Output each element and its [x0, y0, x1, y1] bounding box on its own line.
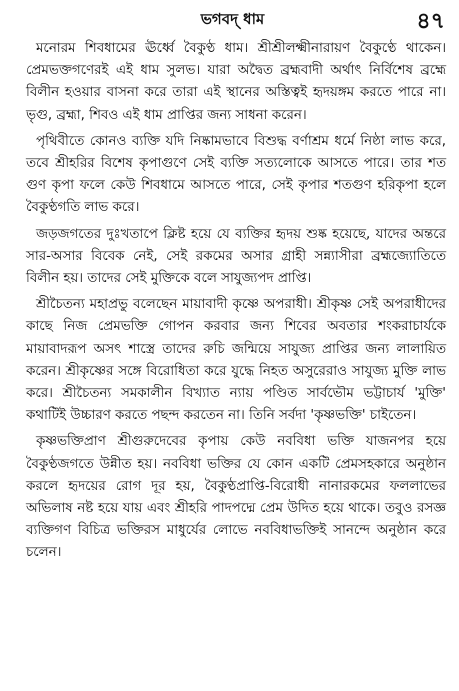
paragraph: জড়জগতের দুঃখতাপে ক্লিষ্ট হয়ে যে ব্যক্তির হৃদয় শুষ্ক হয়েছে, যাদের অন্তরে সার-অসার বিবেক নেই, সেই রকমের অসার গ্রাহী সন্ন্যাসীরা ব্রহ্মজ্যোতিতে বিলীন হয়। তাদের সেই মুক্তিকে বলে সাযুজ্যপদ প্রাপ্তি। [26, 226, 446, 287]
running-title: ভগবদ্ ধাম [200, 10, 265, 28]
paragraph: শ্রীচৈতন্য মহাপ্রভু বলেছেন মায়াবাদী কৃষ্ণে অপরাধী। শ্রীকৃষ্ণ সেই অপরাধীদের কাছে নিজ প্রেমভক্তি গোপন করবার জন্য শিবের অবতার শংকরাচার্যকে মায়াবাদরূপ অসৎ শাস্ত্রে তাদের রুচি জন্মিয়ে সাযুজ্য প্রাপ্তির জন্য লালায়িত করেন। শ্রীকৃষ্ণের সঙ্গে বিরোধিতা করে যুদ্ধে নিহত অসুরেরাও সাযুজ্য মুক্তি লাভ করে। শ্রীচৈতন্য সমকালীন বিখ্যাত ন্যায় পণ্ডিত সার্বভৌম ভট্টাচার্য 'মুক্তি' কথাটিই উচ্চারণ করতে পছন্দ করতেন না। তিনি সর্বদা 'কৃষ্ণভক্তি' চাইতেন। [26, 297, 446, 424]
paragraph: কৃষ্ণভক্তিপ্রাণ শ্রীগুরুদেবের কৃপায় কেউ নববিধা ভক্তি যাজনপর হয়ে বৈকুণ্ঠজগতে উন্নীত হয়। নববিধা ভক্তির যে কোন একটি প্রেমসহকারে অনুষ্ঠান করলে হৃদয়ের রোগ দূর হয়, বৈকুণ্ঠপ্রাপ্তি-বিরোধী নানারকমের ফললাভের অভিলাষ নষ্ট হয়ে যায় এবং শ্রীহরি পাদপদ্মে প্রেম উদিত হয়ে থাকে। তবুও রসজ্ঞ ব্যক্তিগণ বিচিত্র ভক্তিরস মাধুর্যের লোভে নববিধাভক্তিই সানন্দে অনুষ্ঠান করে চলেন। [26, 434, 446, 561]
paragraph: মনোরম শিবধামের ঊর্ধ্বে বৈকুণ্ঠ ধাম। শ্রীশ্রীলক্ষ্মীনারায়ণ বৈকুণ্ঠে থাকেন। প্রেমভক্তগণেরই এই ধাম সুলভ। যারা অদ্বৈত ব্রহ্মবাদী অর্থাৎ নির্বিশেষ ব্রহ্মে বিলীন হওয়ার বাসনা করে তারা এই স্থানের অস্তিত্বই হৃদয়ঙ্গম করতে পারে না। ভৃগু, ব্রহ্মা, শিবও এই ধাম প্রাপ্তির জন্য সাধনা করেন। [26, 41, 446, 123]
page-number: ৪৭ [416, 9, 445, 34]
paragraph: পৃথিবীতে কোনও ব্যক্তি যদি নিষ্কামভাবে বিশুদ্ধ বর্ণাশ্রম ধর্মে নিষ্ঠা লাভ করে, তবে শ্রীহরির বিশেষ কৃপাগুণে সেই ব্যক্তি সত্যলোকে আসতে পারে। তার শত গুণ কৃপা ফলে কেউ শিবধামে আসতে পারে, সেই কৃপার শতগুণ হরিকৃপা হলে বৈকুণ্ঠগতি লাভ করে। [26, 133, 446, 216]
page-header [20, 4, 445, 34]
page-body [26, 38, 446, 569]
